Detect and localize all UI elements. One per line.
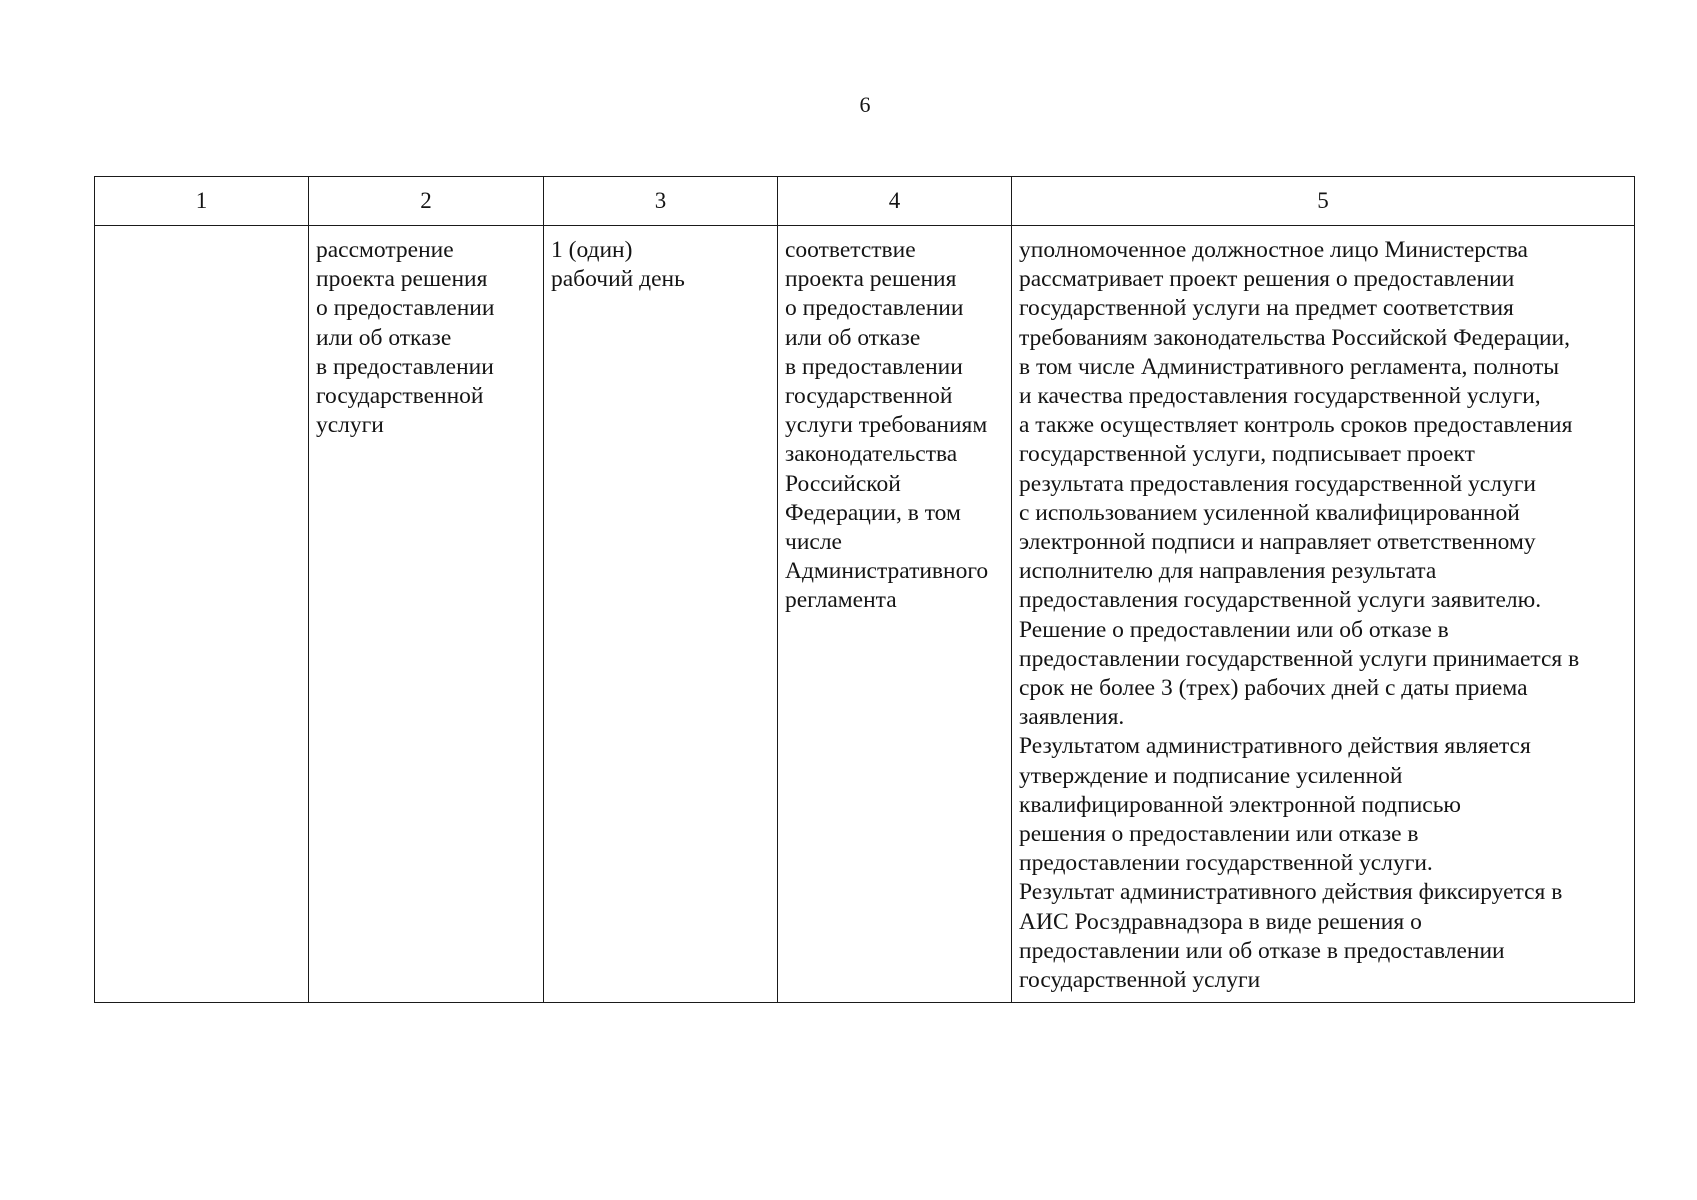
cell-description: уполномоченное должностное лицо Министерства рассматривает проект решения о предоставлении государственной услуги на предмет соответствия требованиям законодательства Российской Федерации, в том числе Административного регламента, полноты и качества предоставления государственной услуги, а также осуществляет контроль сроков предоставления государственной услуги, подписывает проект результата предоставления государственной услуги с использованием усиленной квалифицированной электронной подписи и направляет ответственному исполнителю для направления результата предоставления государственной услуги заявителю. Решение о предоставлении или об отказе в предоставлении государственной услуги принимается в срок не более 3 (трех) рабочих дней с даты приема заявления. Результатом административного действия является утверждение и подписание усиленной квалифицированной электронной подписью решения о предоставлении или отказе в предоставлении государственной услуги. Результат административного действия фиксируется в АИС Росздравнадзора в виде решения о предоставлении или об отказе в предоставлении государственной услуги [1012, 226, 1635, 1003]
column-number-4: 4 [778, 177, 1012, 226]
column-number-2: 2 [309, 177, 544, 226]
column-number-5: 5 [1012, 177, 1635, 226]
page-number: 6 [859, 92, 871, 117]
column-number-3: 3 [544, 177, 778, 226]
cell-basis [95, 226, 309, 1003]
cell-criteria: соответствие проекта решения о предоставлении или об отказе в предоставлении государственной услуги требованиям законодательства Российской Федерации, в том числе Административного регламента [778, 226, 1012, 1003]
table-row [95, 226, 1635, 1003]
procedure-table [94, 176, 1635, 1003]
cell-duration: 1 (один) рабочий день [544, 226, 778, 1003]
table-header-row [95, 177, 1635, 226]
column-number-1: 1 [95, 177, 309, 226]
cell-action-name: рассмотрение проекта решения о предоставлении или об отказе в предоставлении государственной услуги [309, 226, 544, 1003]
